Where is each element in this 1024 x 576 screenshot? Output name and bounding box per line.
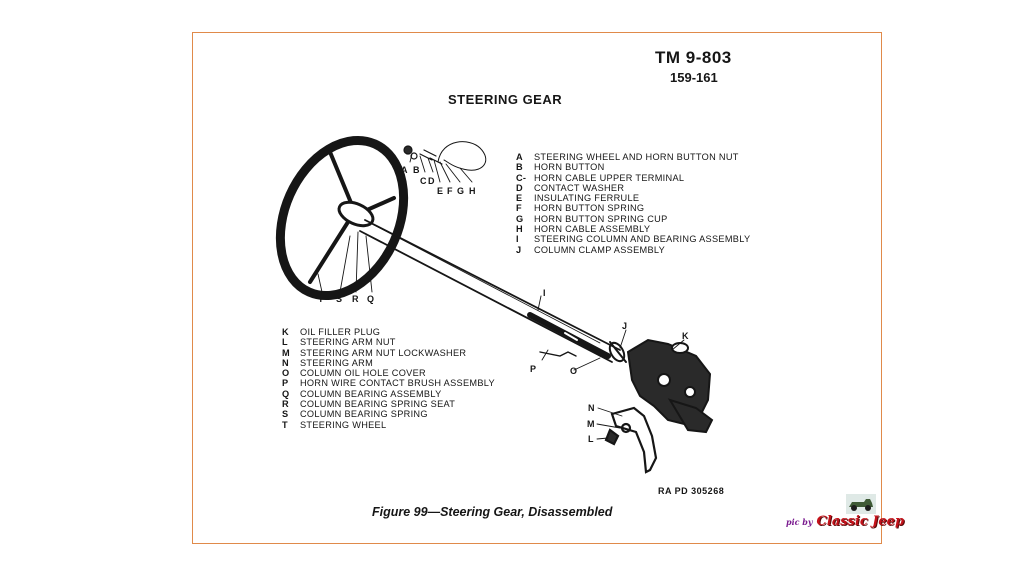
legend-label: HORN WIRE CONTACT BRUSH ASSEMBLY	[300, 378, 495, 389]
legend-key: H	[516, 224, 523, 235]
legend-item	[516, 173, 750, 183]
callout-j: J	[622, 321, 628, 331]
legend-label: COLUMN BEARING SPRING	[300, 409, 428, 420]
steering-gear-drawing	[192, 32, 882, 544]
legend-key: D	[516, 182, 523, 193]
legend-key: S	[282, 409, 289, 420]
legend-label: CONTACT WASHER	[534, 182, 625, 193]
legend-key: T	[282, 419, 288, 430]
legend-parts-k-to-t	[282, 327, 495, 430]
callout-k: K	[682, 331, 689, 341]
callout-c: C	[420, 176, 427, 186]
legend-label: HORN BUTTON	[534, 162, 605, 173]
legend-item	[282, 420, 495, 430]
legend-key: O	[282, 368, 290, 379]
legend-item	[282, 409, 495, 419]
legend-key: N	[282, 357, 289, 368]
legend-key: P	[282, 378, 289, 389]
callout-l: L	[588, 434, 594, 444]
page-range: 159-161	[670, 70, 718, 85]
legend-key: B	[516, 162, 523, 173]
legend-item	[282, 378, 495, 388]
callout-g: G	[457, 186, 465, 196]
legend-label: HORN BUTTON SPRING	[534, 203, 645, 214]
legend-label: COLUMN BEARING ASSEMBLY	[300, 388, 442, 399]
legend-label: STEERING COLUMN AND BEARING ASSEMBLY	[534, 234, 751, 245]
legend-key: F	[516, 203, 522, 214]
legend-key: C-	[516, 172, 527, 183]
legend-item	[282, 348, 495, 358]
legend-label: STEERING WHEEL	[300, 419, 387, 430]
legend-key: M	[282, 347, 290, 358]
legend-item	[516, 234, 750, 244]
legend-key: Q	[282, 388, 290, 399]
legend-item	[516, 245, 750, 255]
manual-number: TM 9-803	[655, 48, 732, 67]
legend-label: COLUMN OIL HOLE COVER	[300, 368, 426, 379]
callout-f: F	[447, 186, 453, 196]
legend-label: HORN CABLE ASSEMBLY	[534, 224, 651, 235]
legend-item	[282, 389, 495, 399]
legend-key: I	[516, 234, 519, 245]
jeep-icon	[846, 494, 876, 514]
steering-arm	[606, 408, 656, 472]
page-title: STEERING GEAR	[448, 92, 563, 107]
callout-r: R	[352, 294, 359, 304]
legend-item	[282, 327, 495, 337]
callout-h: H	[469, 186, 476, 196]
legend-label: STEERING ARM NUT LOCKWASHER	[300, 347, 467, 358]
callout-b: B	[413, 165, 420, 175]
callout-q: Q	[367, 294, 375, 304]
legend-key: L	[282, 337, 288, 348]
legend-item	[516, 214, 750, 224]
legend-key: A	[516, 152, 523, 162]
figure-caption: Figure 99—Steering Gear, Disassembled	[372, 505, 613, 519]
legend-item	[282, 368, 495, 378]
legend-item	[516, 203, 750, 213]
callout-t: T	[318, 294, 324, 304]
legend-item	[516, 183, 750, 193]
legend-item	[516, 193, 750, 203]
callout-o: O	[570, 366, 578, 376]
legend-label: COLUMN BEARING SPRING SEAT	[300, 399, 456, 410]
callout-e: E	[437, 186, 444, 196]
callout-n: N	[588, 403, 595, 413]
legend-item	[516, 224, 750, 234]
legend-item	[282, 358, 495, 368]
callout-i: I	[543, 288, 546, 298]
callout-a: A	[401, 165, 408, 175]
callout-p: P	[530, 364, 537, 374]
steering-wheel-hub	[335, 198, 376, 231]
reference-number: RA PD 305268	[658, 486, 725, 496]
legend-item	[282, 337, 495, 347]
legend-label: HORN BUTTON SPRING CUP	[534, 213, 668, 224]
legend-key: G	[516, 213, 524, 224]
credit-prefix: pic by	[786, 517, 813, 527]
legend-label: STEERING ARM	[300, 357, 374, 368]
legend-key: E	[516, 193, 523, 204]
callout-d: D	[428, 176, 435, 186]
legend-key: J	[516, 244, 522, 255]
legend-key: K	[282, 327, 289, 337]
legend-label: COLUMN CLAMP ASSEMBLY	[534, 244, 666, 255]
legend-parts-a-to-j	[516, 152, 750, 255]
legend-label: OIL FILLER PLUG	[300, 327, 381, 337]
legend-label: INSULATING FERRULE	[534, 193, 640, 204]
photo-credit	[786, 514, 904, 529]
callout-s: S	[336, 294, 343, 304]
legend-key: R	[282, 399, 289, 410]
callout-m: M	[587, 419, 595, 429]
legend-item	[516, 162, 750, 172]
legend-item	[282, 399, 495, 409]
legend-item	[516, 152, 750, 162]
legend-label: STEERING ARM NUT	[300, 337, 396, 348]
legend-label: HORN CABLE UPPER TERMINAL	[534, 172, 685, 183]
credit-brand: Classic Jeep	[816, 514, 905, 529]
legend-label: STEERING WHEEL AND HORN BUTTON NUT	[534, 152, 739, 162]
